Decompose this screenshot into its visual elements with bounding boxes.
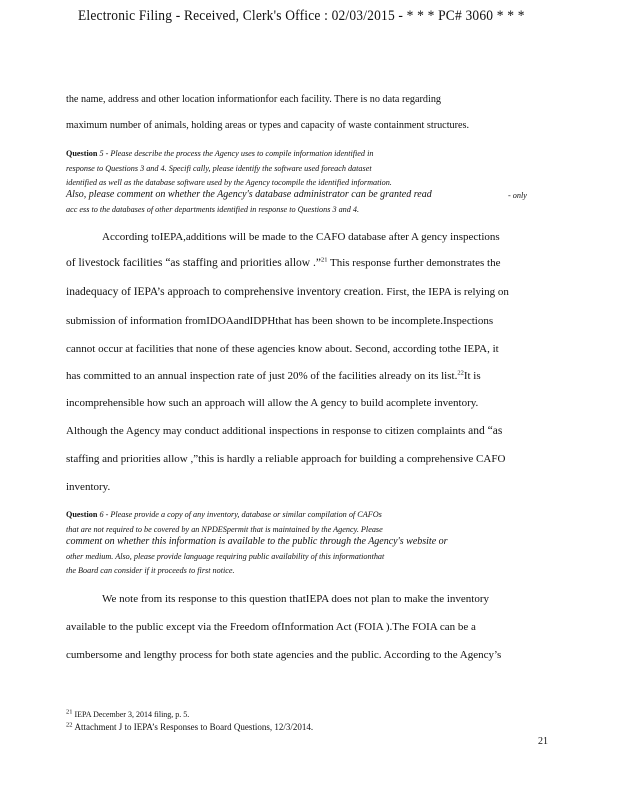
para2-line-3-tail: First, the IEPA is relying on — [383, 286, 509, 298]
para2-line-1: According toIEPA,additions will be made to the CAFO database after A gency inspections — [102, 231, 500, 243]
para2-line-2-lead: of livestock facilities “as staffing and priorities allow .” — [66, 257, 321, 269]
para2-line-8-tail: and “as — [465, 425, 503, 437]
para3-line-2: available to the public except via the Freedom ofInformation Act (FOIA ).The FOIA can be a — [66, 621, 476, 633]
question6-line-3: comment on whether this information is available to the public through the Agency's website or — [66, 536, 448, 547]
para2-line-3 — [66, 286, 509, 298]
question6-line-4: other medium. Also, please provide language requiring public availability of this informationthat — [66, 552, 385, 561]
footnote-22 — [66, 722, 313, 732]
para2-line-5: cannot occur at facilities that none of these agencies know about. Second, according tothe IEPA, it — [66, 343, 499, 355]
para2-line-6-tail: It is — [463, 370, 481, 382]
question6-text-1: 6 - Please provide a copy of any inventory, database or similar compilation of CAFOs — [99, 510, 382, 519]
footnote-22-number: 22 — [66, 721, 73, 729]
question5-line-3: identified as well as the database software used by the Agency tocompile the identified information. — [66, 178, 392, 187]
footnote-21-number: 21 — [66, 708, 73, 716]
question5-label: Question — [66, 149, 98, 158]
para2-line-9-lead: staffing and priorities allow ,” — [66, 453, 199, 465]
para2-line-9-tail: this is hardly a reliable approach for building a comprehensive CAFO — [198, 453, 506, 465]
question5-line-4a: Also, please comment on whether the Agency's database administrator can be granted read — [66, 189, 432, 200]
para2-line-8 — [66, 425, 502, 437]
footnote-21-text: IEPA December 3, 2014 filing, p. 5. — [74, 710, 190, 719]
footnote-21 — [66, 710, 189, 719]
para2-line-4: submission of information fromIDOAandIDPHthat has been shown to be incomplete.Inspections — [66, 315, 494, 327]
para2-line-2 — [66, 257, 500, 269]
question5-line-5: acc ess to the databases of other departments identified in response to Questions 3 and 4. — [66, 205, 360, 214]
question6-line-2: that are not required to be covered by an NPDESpermit that is maintained by the Agency. Please — [66, 525, 383, 534]
para2-line-9 — [66, 453, 505, 465]
para2-line-3-lead: inadequacy of IEPA’s approach to comprehensive inventory creation. — [66, 286, 384, 298]
question5-line-1 — [66, 149, 373, 158]
para2-line-10: inventory. — [66, 481, 111, 493]
document-header: Electronic Filing - Received, Clerk's Office : 02/03/2015 - * * * PC# 3060 * * * — [78, 8, 525, 24]
para3-line-1: We note from its response to this question thatIEPA does not plan to make the inventory — [102, 593, 490, 605]
para2-line-2-tail: This response further demonstrates the — [327, 257, 501, 269]
question5-text-1: 5 - Please describe the process the Agency uses to compile information identified in — [99, 149, 374, 158]
para3-line-3: cumbersome and lengthy process for both state agencies and the public. According to the Agency’s — [66, 649, 502, 661]
footnote-22-text: Attachment J to IEPA’s Responses to Board Questions, 12/3/2014. — [74, 722, 314, 732]
para1-line-2: maximum number of animals, holding areas or types and capacity of waste containment structures. — [66, 120, 470, 131]
question6-label: Question — [66, 510, 98, 519]
para1-line-1: the name, address and other location informationfor each facility. There is no data regarding — [66, 94, 442, 105]
question5-line-4b: - only — [508, 191, 527, 200]
page-number: 21 — [538, 736, 548, 747]
question5-line-2: response to Questions 3 and 4. Specifi cally, please identify the software used foreach dataset — [66, 164, 372, 173]
question6-line-1 — [66, 510, 382, 519]
para2-line-7: incomprehensible how such an approach will allow the A gency to build acomplete inventory. — [66, 397, 479, 409]
para2-line-6-lead: has committed to an annual inspection rate of just 20% of the facilities already on its list. — [66, 370, 458, 382]
para2-line-8-lead: Although the Agency may conduct additional inspections in response to citizen complaints — [66, 425, 466, 437]
para2-line-6 — [66, 370, 481, 382]
footnote-ref-21: 21 — [320, 256, 328, 264]
question6-line-5: the Board can consider if it proceeds to first notice. — [66, 566, 235, 575]
footnote-ref-22: 22 — [457, 369, 464, 377]
